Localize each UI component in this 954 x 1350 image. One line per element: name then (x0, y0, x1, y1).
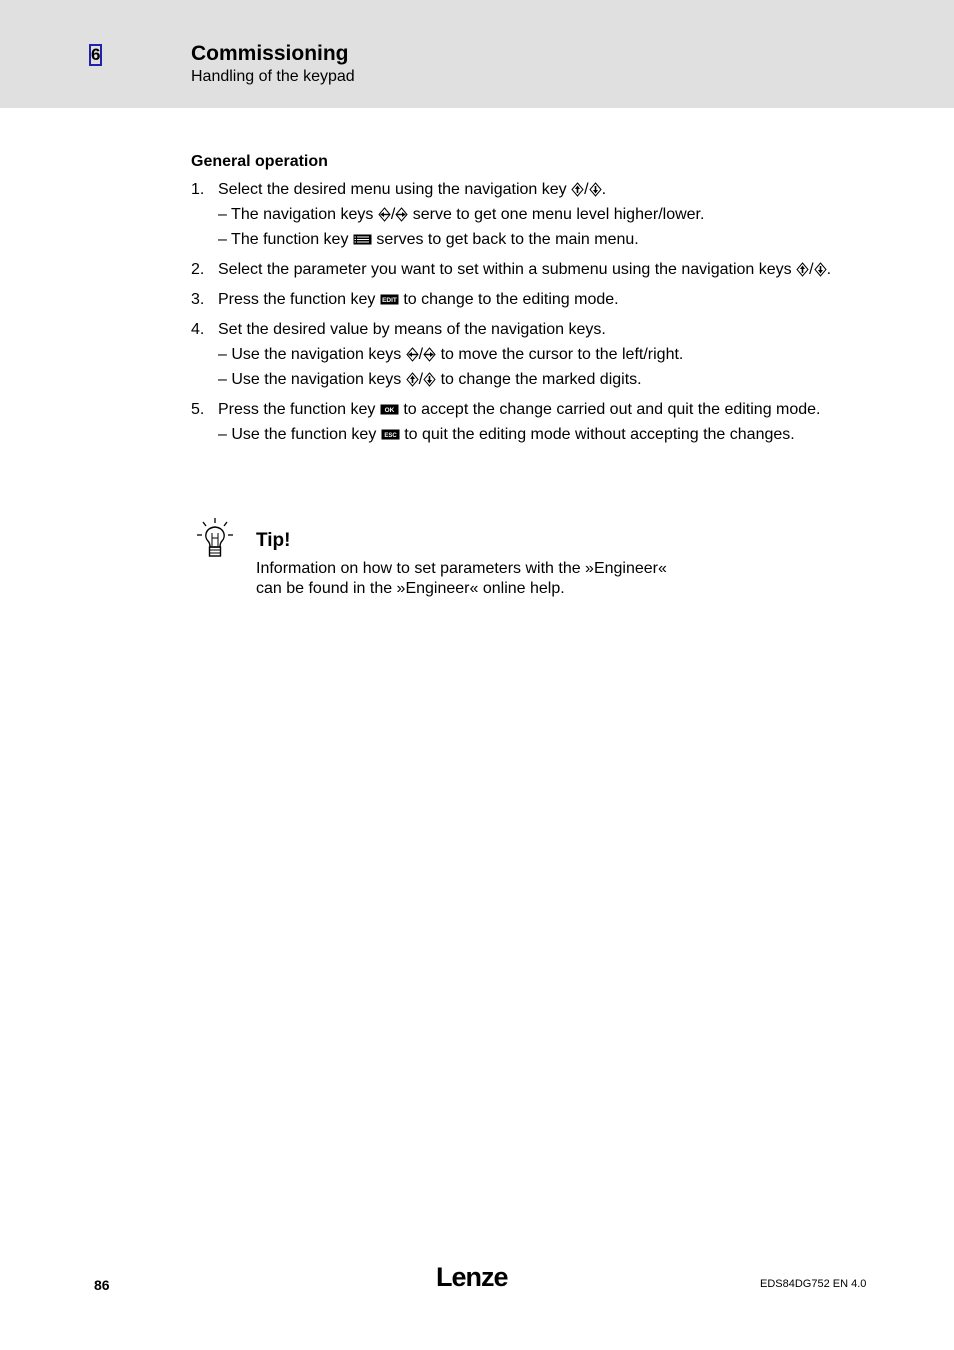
nav-up-icon (406, 372, 419, 387)
menu-key-icon (353, 234, 372, 245)
list-item (191, 289, 871, 310)
sub-item (218, 344, 871, 365)
sub-text-end: to move the cursor to the left/right. (440, 346, 684, 363)
page-number: 86 (94, 1277, 110, 1293)
edit-key-icon (380, 294, 399, 305)
sub-text-end: serve to get one menu level higher/lower. (412, 206, 705, 223)
sub-text: – The function key (218, 231, 349, 248)
nav-left-icon (406, 347, 419, 362)
sub-text: – Use the function key (218, 426, 377, 443)
list-item (191, 399, 871, 445)
step-text: Press the function key (218, 291, 376, 308)
nav-down-icon (589, 182, 602, 197)
step-text-end: to change to the editing mode. (403, 291, 619, 308)
separator: / (584, 181, 589, 198)
step-number: 2. (191, 261, 205, 278)
step-text-end: . (601, 181, 607, 198)
svg-text:OK: OK (384, 407, 395, 415)
esc-key-icon (381, 429, 400, 440)
sub-text: – Use the navigation keys (218, 371, 402, 388)
section-title: General operation (191, 153, 328, 170)
sub-item (218, 229, 871, 250)
main-content (191, 151, 871, 454)
list-item (191, 319, 871, 390)
sub-item (218, 204, 871, 225)
step-text-end: . (826, 261, 832, 278)
tip-line: Information on how to set parameters with the »Engineer« (256, 560, 667, 577)
chapter-header (0, 0, 954, 108)
svg-text:EDIT: EDIT (381, 297, 397, 305)
nav-down-icon (814, 262, 827, 277)
step-text: Set the desired value by means of the navigation keys. (218, 321, 606, 338)
lightbulb-icon (195, 517, 235, 559)
nav-up-icon (796, 262, 809, 277)
lenze-logo: Lenze (436, 1262, 508, 1292)
svg-text:ESC: ESC (384, 433, 397, 440)
sub-item (218, 369, 871, 390)
sub-text-end: to change the marked digits. (440, 371, 642, 388)
separator: / (390, 206, 396, 223)
document-id: EDS84DG752 EN 4.0 (760, 1278, 867, 1290)
step-number: 4. (191, 321, 205, 338)
step-number: 5. (191, 401, 205, 418)
sub-text-end: to quit the editing mode without accepting the changes. (404, 426, 795, 443)
step-number: 1. (191, 181, 205, 198)
sub-text: – The navigation keys (218, 206, 374, 223)
sub-text-end: serves to get back to the main menu. (376, 231, 639, 248)
tip-line: can be found in the »Engineer« online help. (256, 580, 565, 597)
sub-text: – Use the navigation keys (218, 346, 402, 363)
ok-key-icon (380, 404, 399, 415)
nav-up-icon (571, 182, 584, 197)
nav-right-icon (423, 347, 436, 362)
chapter-subtitle: Handling of the keypad (191, 68, 355, 85)
separator: / (809, 261, 814, 278)
nav-right-icon (395, 207, 408, 222)
nav-left-icon (378, 207, 391, 222)
chapter-title: Commissioning (191, 42, 349, 65)
step-text: Press the function key (218, 401, 376, 418)
separator: / (418, 371, 424, 388)
step-number: 3. (191, 291, 205, 308)
separator: / (418, 346, 424, 363)
list-item (191, 259, 871, 280)
tip-title: Tip! (256, 530, 291, 551)
chapter-number-badge[interactable]: 6 (91, 45, 101, 64)
step-text: Select the desired menu using the navigation key (218, 181, 567, 198)
tip-text (256, 559, 726, 599)
step-text-end: to accept the change carried out and quit the editing mode. (403, 401, 821, 418)
nav-down-icon (423, 372, 436, 387)
step-text: Select the parameter you want to set within a submenu using the navigation keys (218, 261, 792, 278)
steps-list (191, 179, 871, 445)
sub-item (218, 424, 871, 445)
list-item (191, 179, 871, 250)
